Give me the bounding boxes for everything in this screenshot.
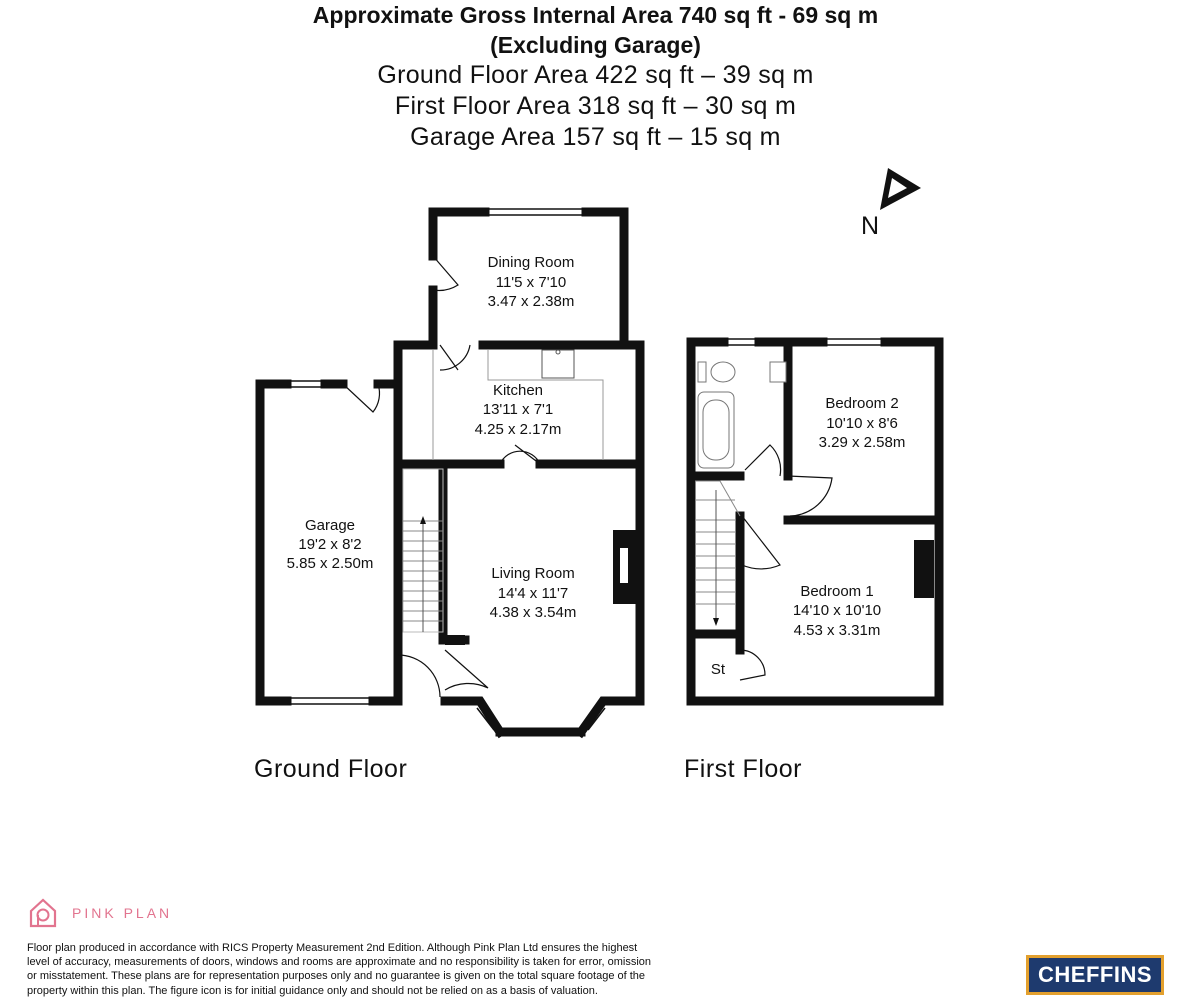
svg-text:19'2 x 8'2: 19'2 x 8'2 xyxy=(298,536,362,553)
svg-text:Bedroom 1: Bedroom 1 xyxy=(800,583,874,600)
dining-room-label xyxy=(488,254,575,310)
bedroom-1-label xyxy=(793,583,881,639)
disclaimer-line: property within this plan. The figure icon is for initial guidance only and should not be relied on as a basis of valuation. xyxy=(27,984,598,997)
first-floor-area: First Floor Area 318 sq ft – 30 sq m xyxy=(394,92,797,120)
bedroom-2-label xyxy=(819,395,906,451)
svg-text:5.85 x 2.50m: 5.85 x 2.50m xyxy=(286,555,374,572)
ground-floor-area: Ground Floor Area 422 sq ft – 39 sq m xyxy=(377,61,814,89)
svg-text:4.53 x 3.31m: 4.53 x 3.31m xyxy=(793,622,881,639)
first-floor-label: First Floor xyxy=(684,755,802,783)
disclaimer-line: or misstatement. These plans are for representation purposes only and no guarantee is given on the total square footage of the xyxy=(27,970,646,983)
north-label: N xyxy=(861,212,880,240)
svg-text:4.38 x 3.54m: 4.38 x 3.54m xyxy=(489,604,577,621)
kitchen-label xyxy=(475,382,562,438)
svg-text:Kitchen: Kitchen xyxy=(492,382,544,399)
living-room-label xyxy=(490,565,577,621)
svg-text:3.29 x 2.58m: 3.29 x 2.58m xyxy=(818,434,906,451)
first-floor-stairs xyxy=(696,481,740,622)
svg-text:13'11 x 7'1: 13'11 x 7'1 xyxy=(482,401,554,418)
svg-text:14'4 x 11'7: 14'4 x 11'7 xyxy=(497,585,569,602)
svg-text:11'5 x 7'10: 11'5 x 7'10 xyxy=(495,274,567,291)
garage-label xyxy=(287,517,374,572)
disclaimer-line: Floor plan produced in accordance with RICS Property Measurement 2nd Edition. Although Pink Plan Ltd ensures the highest xyxy=(27,942,638,954)
svg-text:Living Room: Living Room xyxy=(491,565,575,582)
svg-text:10'10 x 8'6: 10'10 x 8'6 xyxy=(826,415,898,432)
gross-area-title: Approximate Gross Internal Area 740 sq ft - 69 sq m xyxy=(312,2,879,28)
excluding-garage-note: (Excluding Garage) xyxy=(490,32,701,58)
disclaimer-line: level of accuracy, measurements of doors, windows and rooms are approximate and no responsibility is taken for error, omission xyxy=(27,956,652,969)
svg-text:Bedroom 2: Bedroom 2 xyxy=(825,395,899,412)
ground-floor-stairs xyxy=(403,469,443,632)
disclaimer xyxy=(27,941,707,998)
store-label: St xyxy=(710,661,726,678)
pink-plan-brand xyxy=(28,897,172,929)
garage-area: Garage Area 157 sq ft – 15 sq m xyxy=(410,123,781,151)
bathroom-fixtures xyxy=(698,362,786,468)
svg-text:14'10 x 10'10: 14'10 x 10'10 xyxy=(792,602,882,619)
svg-text:4.25 x 2.17m: 4.25 x 2.17m xyxy=(474,421,562,438)
door-swings xyxy=(343,256,832,697)
cheffins-logo: CHEFFINS xyxy=(1026,955,1164,995)
brand-name: PINK PLAN xyxy=(72,905,173,921)
svg-text:Garage: Garage xyxy=(304,517,356,534)
svg-text:Dining Room: Dining Room xyxy=(487,254,575,271)
house-logo-icon xyxy=(28,897,58,929)
windows xyxy=(287,209,885,735)
svg-text:3.47 x 2.38m: 3.47 x 2.38m xyxy=(487,293,575,310)
ground-floor-label: Ground Floor xyxy=(254,755,408,783)
